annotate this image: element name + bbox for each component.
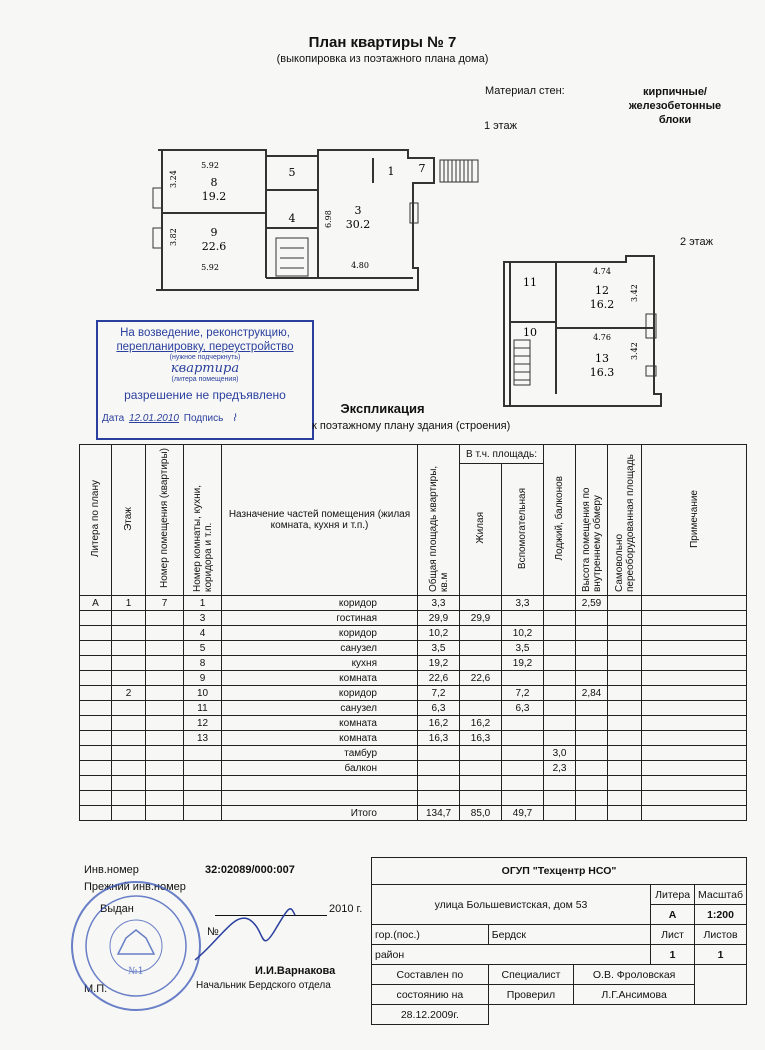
cell-living xyxy=(460,761,502,776)
table-row xyxy=(80,776,747,791)
inv-value: 32:02089/000:007 xyxy=(205,864,295,876)
cell-floor xyxy=(112,641,146,656)
specialist-label: Специалист xyxy=(488,965,574,985)
cell-floor xyxy=(112,701,146,716)
cell-litera xyxy=(80,791,112,806)
cell-litera xyxy=(80,686,112,701)
col-header-note: Примечание xyxy=(642,445,747,596)
cell-height: 2,59 xyxy=(576,596,608,611)
cell-room: 10 xyxy=(184,686,222,701)
cell-height xyxy=(576,791,608,806)
cell-room: 8 xyxy=(184,656,222,671)
table-row xyxy=(80,671,747,686)
room-number: 13 xyxy=(595,352,609,365)
cell-self xyxy=(608,701,642,716)
litera-value: А xyxy=(651,905,695,925)
cell-living: 16,2 xyxy=(460,716,502,731)
cell-floor: 1 xyxy=(112,596,146,611)
permit-date-label: Дата xyxy=(102,413,125,424)
cell-self xyxy=(608,731,642,746)
cell-purpose: комната xyxy=(222,671,418,686)
table-row xyxy=(80,626,747,641)
cell-purpose xyxy=(222,791,418,806)
cell-litera xyxy=(80,761,112,776)
cell-purpose: комната xyxy=(222,716,418,731)
table-row xyxy=(80,761,747,776)
cell-height xyxy=(576,701,608,716)
cell-living xyxy=(460,701,502,716)
cell-purpose: коридор xyxy=(222,596,418,611)
wall-material-label: Материал стен: xyxy=(485,85,565,97)
cell-loggia xyxy=(544,731,576,746)
cell-living: 85,0 xyxy=(460,806,502,821)
cell-apt: 7 xyxy=(146,596,184,611)
permit-handwritten: квартира xyxy=(170,361,240,376)
cell-room xyxy=(184,761,222,776)
cell-aux: 3,3 xyxy=(502,596,544,611)
cell-living xyxy=(460,641,502,656)
cell-living xyxy=(460,776,502,791)
cell-room xyxy=(184,746,222,761)
room-number: 1 xyxy=(387,165,395,178)
cell-litera xyxy=(80,611,112,626)
cell-living xyxy=(460,626,502,641)
cell-total xyxy=(418,791,460,806)
cell-loggia xyxy=(544,701,576,716)
compiled-label: Составлен по xyxy=(372,965,489,985)
issued-label: Выдан xyxy=(100,903,134,915)
cell-litera xyxy=(80,701,112,716)
dim-label: 6.98 xyxy=(324,210,333,228)
col-header-self: Самовольно переоборудованная площадь xyxy=(608,445,642,596)
dim-label: 3.24 xyxy=(169,170,178,188)
cell-apt xyxy=(146,701,184,716)
cell-purpose: балкон xyxy=(222,761,418,776)
cell-aux xyxy=(502,746,544,761)
cell-litera xyxy=(80,671,112,686)
cell-self xyxy=(608,686,642,701)
cell-total: 6,3 xyxy=(418,701,460,716)
dim-label: 3.82 xyxy=(169,228,178,246)
cell-note xyxy=(642,731,747,746)
room-number: 3 xyxy=(354,204,362,217)
sheets-label: Листов xyxy=(695,925,747,945)
cell-aux: 3,5 xyxy=(502,641,544,656)
cell-height xyxy=(576,806,608,821)
dim-label: 3.42 xyxy=(630,284,639,302)
table-row xyxy=(80,791,747,806)
room-area: 16.3 xyxy=(589,366,615,379)
cell-room: 12 xyxy=(184,716,222,731)
cell-living: 29,9 xyxy=(460,611,502,626)
sheets-value: 1 xyxy=(695,945,747,965)
cell-self xyxy=(608,791,642,806)
cell-note xyxy=(642,701,747,716)
permit-date-value: 12.01.2010 xyxy=(128,413,179,424)
cell-floor xyxy=(112,791,146,806)
permit-line: перепланировку, переустройство xyxy=(116,341,294,353)
table-row xyxy=(80,746,747,761)
cell-aux: 6,3 xyxy=(502,701,544,716)
cell-height xyxy=(576,656,608,671)
cell-self xyxy=(608,626,642,641)
cell-loggia xyxy=(544,656,576,671)
cell-self xyxy=(608,611,642,626)
cell-note xyxy=(642,686,747,701)
cell-room xyxy=(184,776,222,791)
col-header-height: Высота помещения по внутреннему обмеру xyxy=(576,445,608,596)
cell-note xyxy=(642,791,747,806)
room-number: 9 xyxy=(210,226,218,239)
cell-apt xyxy=(146,761,184,776)
issued-year: 2010 г. xyxy=(329,903,363,915)
cell-loggia: 3,0 xyxy=(544,746,576,761)
cell-room: 13 xyxy=(184,731,222,746)
signer-title: Начальник Бердского отдела xyxy=(196,980,331,991)
cell-note xyxy=(642,776,747,791)
checked-label: Проверил xyxy=(488,985,574,1005)
cell-litera xyxy=(80,731,112,746)
cell-loggia xyxy=(544,671,576,686)
cell-aux xyxy=(502,761,544,776)
cell-apt xyxy=(146,671,184,686)
checked-name: Л.Г.Ансимова xyxy=(574,985,695,1005)
cell-litera xyxy=(80,746,112,761)
cell-loggia xyxy=(544,611,576,626)
explication-subtitle: к поэтажному плану здания (строения) xyxy=(312,420,511,432)
org-name: ОГУП "Техцентр НСО" xyxy=(372,858,747,885)
cell-floor xyxy=(112,731,146,746)
litera-label: Литера xyxy=(651,885,695,905)
col-header-room: Номер комнаты, кухни, коридора и т.п. xyxy=(184,445,222,596)
floor1-label: 1 этаж xyxy=(484,120,517,132)
cell-loggia xyxy=(544,716,576,731)
plan-title: План квартиры № 7 xyxy=(308,34,457,51)
cell-litera: А xyxy=(80,596,112,611)
col-header-floor: Этаж xyxy=(112,445,146,596)
cell-purpose: гостиная xyxy=(222,611,418,626)
cell-floor xyxy=(112,626,146,641)
cell-height xyxy=(576,761,608,776)
plan-subtitle: (выкопировка из поэтажного плана дома) xyxy=(276,53,489,65)
compiled-date: 28.12.2009г. xyxy=(372,1005,489,1025)
cell-floor xyxy=(112,746,146,761)
cell-apt xyxy=(146,806,184,821)
dim-label: 5.92 xyxy=(201,161,219,170)
cell-height xyxy=(576,776,608,791)
wall-material-value xyxy=(600,85,750,127)
cell-apt xyxy=(146,611,184,626)
cell-total: 7,2 xyxy=(418,686,460,701)
cell-height xyxy=(576,716,608,731)
sheet-label: Лист xyxy=(651,925,695,945)
table-row xyxy=(80,731,747,746)
cell-aux xyxy=(502,671,544,686)
room-number: 8 xyxy=(210,176,218,189)
title-block xyxy=(371,857,747,1025)
cell-litera xyxy=(80,776,112,791)
col-header-living: Жилая xyxy=(460,464,502,596)
cell-note xyxy=(642,761,747,776)
cell-litera xyxy=(80,641,112,656)
room-area: 19.2 xyxy=(201,190,227,203)
sheet-value: 1 xyxy=(651,945,695,965)
permit-hint: (литера помещения) xyxy=(171,376,239,383)
specialist-name: О.В. Фроловская xyxy=(574,965,695,985)
cell-room: 4 xyxy=(184,626,222,641)
cell-note xyxy=(642,746,747,761)
cell-apt xyxy=(146,686,184,701)
cell-living: 16,3 xyxy=(460,731,502,746)
col-header-purpose: Назначение частей помещения (жилая комната, кухня и т.п.) xyxy=(222,445,418,596)
cell-apt xyxy=(146,716,184,731)
cell-room: 1 xyxy=(184,596,222,611)
cell-note xyxy=(642,626,747,641)
prev-inv-label: Прежний инв.номер xyxy=(84,881,186,893)
cell-note xyxy=(642,716,747,731)
cell-apt xyxy=(146,731,184,746)
cell-floor xyxy=(112,761,146,776)
dim-label: 4.76 xyxy=(593,333,611,342)
cell-floor xyxy=(112,611,146,626)
mp-label: М.П. xyxy=(84,983,108,995)
cell-room: 11 xyxy=(184,701,222,716)
number-label: № xyxy=(207,926,219,938)
floor1-plan xyxy=(148,128,488,303)
cell-apt xyxy=(146,746,184,761)
col-header-apt: Номер помещения (квартиры) xyxy=(146,445,184,596)
cell-self xyxy=(608,716,642,731)
cell-total: 3,3 xyxy=(418,596,460,611)
cell-note xyxy=(642,611,747,626)
dim-label: 4.74 xyxy=(593,267,611,276)
room-area: 16.2 xyxy=(589,298,615,311)
cell-floor xyxy=(112,716,146,731)
cell-height xyxy=(576,641,608,656)
table-row xyxy=(80,806,747,821)
room-number: 11 xyxy=(523,276,537,289)
cell-apt xyxy=(146,776,184,791)
cell-note xyxy=(642,671,747,686)
cell-living xyxy=(460,656,502,671)
cell-aux xyxy=(502,776,544,791)
cell-height xyxy=(576,671,608,686)
cell-loggia: 2,3 xyxy=(544,761,576,776)
cell-floor: 2 xyxy=(112,686,146,701)
cell-floor xyxy=(112,776,146,791)
cell-total: 19,2 xyxy=(418,656,460,671)
district-label: район xyxy=(372,945,651,965)
signer-name: И.И.Варнакова xyxy=(255,965,336,977)
cell-purpose: комната xyxy=(222,731,418,746)
cell-note xyxy=(642,641,747,656)
cell-total: 10,2 xyxy=(418,626,460,641)
cell-total: 3,5 xyxy=(418,641,460,656)
cell-self xyxy=(608,656,642,671)
cell-loggia xyxy=(544,776,576,791)
status-label: состоянию на xyxy=(372,985,489,1005)
explication-table xyxy=(79,444,747,821)
cell-loggia xyxy=(544,806,576,821)
cell-apt xyxy=(146,656,184,671)
cell-floor xyxy=(112,656,146,671)
room-area: 30.2 xyxy=(345,218,371,231)
dim-label: 5.92 xyxy=(201,263,219,272)
cell-loggia xyxy=(544,641,576,656)
table-row xyxy=(80,701,747,716)
cell-living xyxy=(460,746,502,761)
cell-room xyxy=(184,791,222,806)
cell-apt xyxy=(146,791,184,806)
permit-line: На возведение, реконструкцию, xyxy=(120,327,290,339)
cell-living xyxy=(460,686,502,701)
table-row xyxy=(80,686,747,701)
table-row xyxy=(80,641,747,656)
cell-total: 22,6 xyxy=(418,671,460,686)
wall-material-line: кирпичные/ xyxy=(643,86,707,98)
cell-total: 29,9 xyxy=(418,611,460,626)
cell-aux: 19,2 xyxy=(502,656,544,671)
cell-height xyxy=(576,611,608,626)
cell-note xyxy=(642,806,747,821)
cell-aux: 7,2 xyxy=(502,686,544,701)
cell-loggia xyxy=(544,596,576,611)
signature xyxy=(190,900,300,970)
table-row xyxy=(80,596,747,611)
cell-room xyxy=(184,806,222,821)
cell-living: 22,6 xyxy=(460,671,502,686)
cell-aux xyxy=(502,611,544,626)
cell-purpose: коридор xyxy=(222,686,418,701)
dim-label: 4.80 xyxy=(351,261,369,270)
cell-living xyxy=(460,596,502,611)
floor2-plan xyxy=(496,244,686,414)
col-header-litera: Литера по плану xyxy=(80,445,112,596)
cell-loggia xyxy=(544,686,576,701)
room-number: 4 xyxy=(288,212,296,225)
permit-stamp xyxy=(96,320,314,440)
cell-purpose xyxy=(222,776,418,791)
cell-self xyxy=(608,641,642,656)
cell-loggia xyxy=(544,626,576,641)
room-number: 12 xyxy=(595,284,609,297)
table-row xyxy=(80,656,747,671)
svg-text:№1: №1 xyxy=(128,966,144,977)
cell-aux xyxy=(502,731,544,746)
cell-total: 134,7 xyxy=(418,806,460,821)
permit-date-row: Дата 12.01.2010 Подпись ⌇ xyxy=(102,413,237,424)
cell-room: 5 xyxy=(184,641,222,656)
room-number: 7 xyxy=(418,162,426,175)
room-number: 10 xyxy=(523,326,537,339)
inv-label: Инв.номер xyxy=(84,864,139,876)
cell-total xyxy=(418,761,460,776)
room-area: 22.6 xyxy=(201,240,227,253)
cell-room: 9 xyxy=(184,671,222,686)
wall-material-line: блоки xyxy=(658,114,692,126)
cell-purpose: кухня xyxy=(222,656,418,671)
cell-purpose: санузел xyxy=(222,641,418,656)
cell-litera xyxy=(80,626,112,641)
cell-self xyxy=(608,671,642,686)
cell-purpose: Итого xyxy=(222,806,418,821)
cell-self xyxy=(608,761,642,776)
specialist-signature xyxy=(695,965,747,1005)
cell-total: 16,3 xyxy=(418,731,460,746)
permit-line: разрешение не предъявлено xyxy=(124,388,286,402)
city-value: Бердск xyxy=(488,925,650,945)
col-header-incl: В т.ч. площадь: xyxy=(460,445,544,464)
col-header-total: Общая площадь квартиры, кв.м xyxy=(418,445,460,596)
address: улица Большевистская, дом 53 xyxy=(372,885,651,925)
cell-room: 3 xyxy=(184,611,222,626)
cell-litera xyxy=(80,716,112,731)
col-header-loggia: Лоджий, балконов xyxy=(544,445,576,596)
cell-apt xyxy=(146,626,184,641)
cell-self xyxy=(608,776,642,791)
wall-material-line: железобетонные xyxy=(628,100,722,112)
cell-loggia xyxy=(544,791,576,806)
cell-total xyxy=(418,746,460,761)
round-seal xyxy=(66,876,206,1016)
scale-label: Масштаб xyxy=(695,885,747,905)
scale-value: 1:200 xyxy=(695,905,747,925)
cell-height xyxy=(576,731,608,746)
cell-self xyxy=(608,596,642,611)
permit-hint: (нужное подчеркнуть) xyxy=(169,354,241,361)
cell-note xyxy=(642,596,747,611)
cell-floor xyxy=(112,671,146,686)
cell-height xyxy=(576,746,608,761)
cell-height xyxy=(576,626,608,641)
floor2-label: 2 этаж xyxy=(680,236,713,248)
cell-total xyxy=(418,776,460,791)
table-row xyxy=(80,716,747,731)
cell-aux xyxy=(502,791,544,806)
cell-aux xyxy=(502,716,544,731)
cell-purpose: тамбур xyxy=(222,746,418,761)
cell-living xyxy=(460,791,502,806)
col-header-aux: Вспомогательная xyxy=(502,464,544,596)
cell-note xyxy=(642,656,747,671)
cell-litera xyxy=(80,806,112,821)
explication-title: Экспликация xyxy=(340,401,425,416)
city-label: гор.(пос.) xyxy=(372,925,489,945)
cell-apt xyxy=(146,641,184,656)
cell-purpose: коридор xyxy=(222,626,418,641)
cell-aux: 49,7 xyxy=(502,806,544,821)
dim-label: 3.42 xyxy=(630,342,639,360)
cell-purpose: санузел xyxy=(222,701,418,716)
cell-self xyxy=(608,746,642,761)
cell-litera xyxy=(80,656,112,671)
table-row xyxy=(80,611,747,626)
cell-aux: 10,2 xyxy=(502,626,544,641)
room-number: 5 xyxy=(288,166,296,179)
cell-floor xyxy=(112,806,146,821)
cell-self xyxy=(608,806,642,821)
permit-sign-label: Подпись xyxy=(183,413,224,424)
cell-height: 2,84 xyxy=(576,686,608,701)
cell-total: 16,2 xyxy=(418,716,460,731)
